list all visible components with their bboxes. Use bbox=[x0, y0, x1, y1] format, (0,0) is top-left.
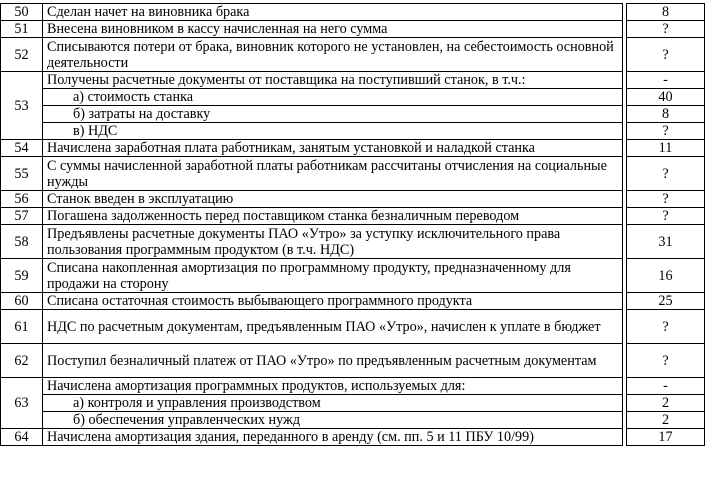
row-number: 52 bbox=[1, 38, 43, 72]
row-number: 53 bbox=[1, 72, 43, 140]
table-subrow bbox=[1, 412, 705, 429]
row-description: Станок введен в эксплуатацию bbox=[43, 191, 623, 208]
row-number: 51 bbox=[1, 21, 43, 38]
table-row bbox=[1, 157, 705, 191]
row-description: Начислена амортизация здания, переданного в аренду (см. пп. 5 и 11 ПБУ 10/99) bbox=[43, 429, 623, 446]
table-subrow bbox=[1, 395, 705, 412]
table-row bbox=[1, 191, 705, 208]
row-description: Начислена заработная плата работникам, занятым установкой и наладкой станка bbox=[43, 140, 623, 157]
table-row bbox=[1, 72, 705, 89]
row-description: Предъявлены расчетные документы ПАО «Утро» за уступку исключительного права пользования программным продуктом (в т.ч. НДС) bbox=[43, 225, 623, 259]
subrow-amount: ? bbox=[627, 123, 705, 140]
row-description: НДС по расчетным документам, предъявленным ПАО «Утро», начислен к уплате в бюджет bbox=[43, 310, 623, 344]
table-row bbox=[1, 293, 705, 310]
subrow-amount: 2 bbox=[627, 395, 705, 412]
subrow-description: б) затраты на доставку bbox=[43, 106, 623, 123]
row-amount: ? bbox=[627, 21, 705, 38]
table-subrow bbox=[1, 89, 705, 106]
row-number: 61 bbox=[1, 310, 43, 344]
subrow-description: а) стоимость станка bbox=[43, 89, 623, 106]
row-description: Поступил безналичный платеж от ПАО «Утро» по предъявленным расчетным документам bbox=[43, 344, 623, 378]
subrow-description: б) обеспечения управленческих нужд bbox=[43, 412, 623, 429]
row-description: Погашена задолженность перед поставщиком станка безналичным переводом bbox=[43, 208, 623, 225]
row-description: Сделан начет на виновника брака bbox=[43, 4, 623, 21]
row-amount: 16 bbox=[627, 259, 705, 293]
table-row bbox=[1, 4, 705, 21]
row-number: 63 bbox=[1, 378, 43, 429]
table-row bbox=[1, 21, 705, 38]
table-row bbox=[1, 38, 705, 72]
table-subrow bbox=[1, 123, 705, 140]
row-amount: ? bbox=[627, 208, 705, 225]
row-amount: 25 bbox=[627, 293, 705, 310]
table-row bbox=[1, 310, 705, 344]
row-number: 57 bbox=[1, 208, 43, 225]
table-row bbox=[1, 259, 705, 293]
row-amount: - bbox=[627, 72, 705, 89]
subrow-amount: 8 bbox=[627, 106, 705, 123]
row-amount: 17 bbox=[627, 429, 705, 446]
row-description: Получены расчетные документы от поставщика на поступивший станок, в т.ч.: bbox=[43, 72, 623, 89]
row-number: 60 bbox=[1, 293, 43, 310]
table-row bbox=[1, 429, 705, 446]
transactions-table-body bbox=[1, 4, 705, 446]
row-description: Списана остаточная стоимость выбывающего программного продукта bbox=[43, 293, 623, 310]
row-description: Списываются потери от брака, виновник которого не установлен, на себестоимость основной деятельности bbox=[43, 38, 623, 72]
row-description: Начислена амортизация программных продуктов, используемых для: bbox=[43, 378, 623, 395]
table-row bbox=[1, 140, 705, 157]
subrow-description: в) НДС bbox=[43, 123, 623, 140]
table-row bbox=[1, 378, 705, 395]
table-row bbox=[1, 208, 705, 225]
subrow-amount: 2 bbox=[627, 412, 705, 429]
row-number: 55 bbox=[1, 157, 43, 191]
row-number: 58 bbox=[1, 225, 43, 259]
subrow-amount: 40 bbox=[627, 89, 705, 106]
row-number: 64 bbox=[1, 429, 43, 446]
subrow-description: а) контроля и управления производством bbox=[43, 395, 623, 412]
row-amount: 11 bbox=[627, 140, 705, 157]
row-amount: ? bbox=[627, 344, 705, 378]
row-description: С суммы начисленной заработной платы работникам рассчитаны отчисления на социальные нужды bbox=[43, 157, 623, 191]
row-number: 54 bbox=[1, 140, 43, 157]
row-amount: ? bbox=[627, 310, 705, 344]
row-amount: - bbox=[627, 378, 705, 395]
row-number: 56 bbox=[1, 191, 43, 208]
row-number: 59 bbox=[1, 259, 43, 293]
transactions-table bbox=[0, 3, 705, 446]
row-description: Внесена виновником в кассу начисленная на него сумма bbox=[43, 21, 623, 38]
table-row bbox=[1, 225, 705, 259]
row-amount: ? bbox=[627, 157, 705, 191]
row-number: 62 bbox=[1, 344, 43, 378]
table-subrow bbox=[1, 106, 705, 123]
row-amount: 31 bbox=[627, 225, 705, 259]
row-description: Списана накопленная амортизация по программному продукту, предназначенному для продажи на сторону bbox=[43, 259, 623, 293]
table-row bbox=[1, 344, 705, 378]
row-number: 50 bbox=[1, 4, 43, 21]
row-amount: 8 bbox=[627, 4, 705, 21]
row-amount: ? bbox=[627, 38, 705, 72]
row-amount: ? bbox=[627, 191, 705, 208]
